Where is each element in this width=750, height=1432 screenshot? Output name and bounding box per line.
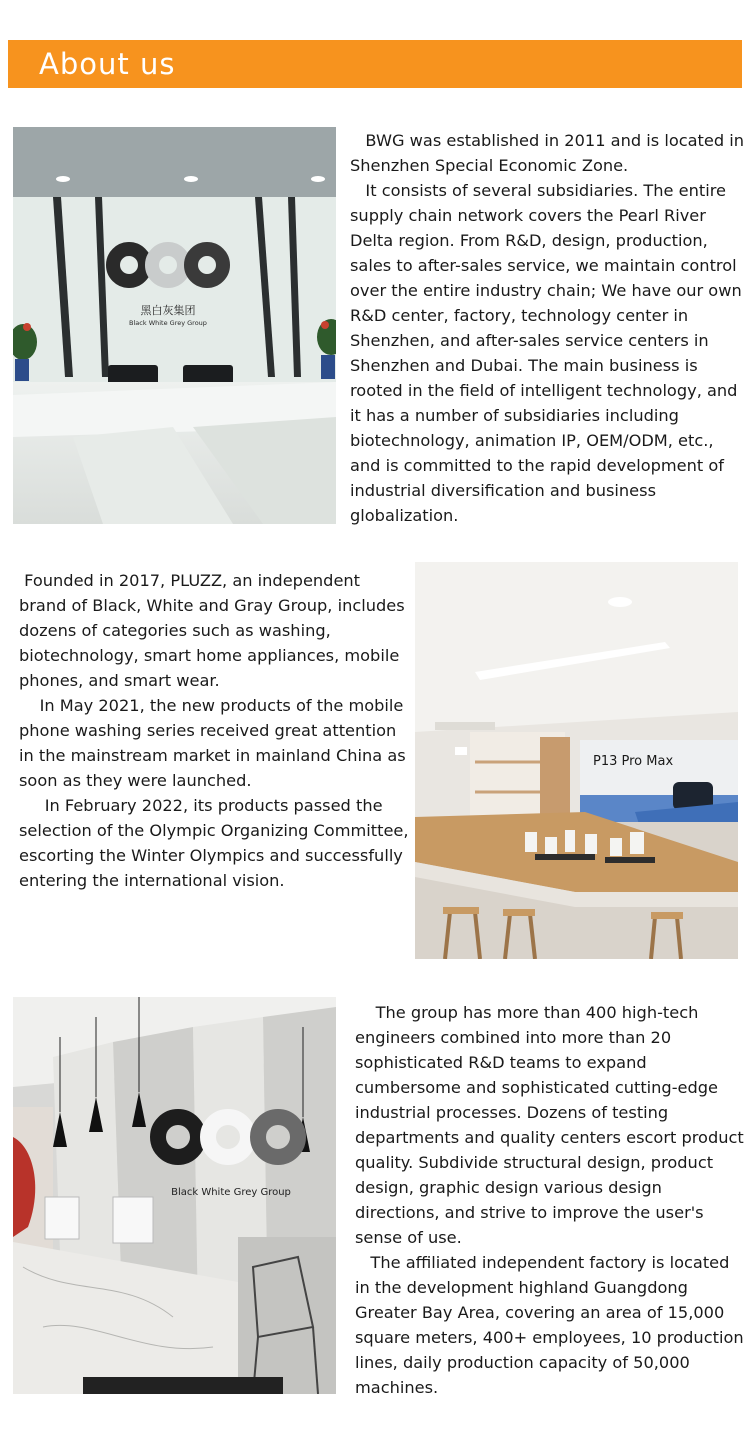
section-3-text: [355, 1000, 747, 1400]
section-2-paragraph-3: In February 2022, its products passed the selection of the Olympic Organizing Committee, escorting the Winter Olympics and successfully entering the international vision.: [19, 796, 409, 890]
page-title: About us: [39, 47, 176, 81]
section-1-paragraph-2: It consists of several subsidiaries. The entire supply chain network covers the Pearl River Delta region. From R&D, design, production, sales to after-sales service, we maintain control over the entire industry chain; We have our own R&D center, factory, technology center in Shenzhen, and after-sales service centers in Shenzhen and Dubai. The main business is rooted in the field of intelligent technology, and it has a number of subsidiaries including biotechnology, animation IP, OEM/ODM, etc., and is committed to the rapid development of industrial diversification and business globalization.: [350, 181, 742, 525]
store-sign-title: P13 Pro Max: [593, 754, 674, 769]
reception-logo-cn: 黑白灰集团: [140, 304, 196, 317]
section-2-paragraph-1: Founded in 2017, PLUZZ, an independent brand of Black, White and Gray Group, includes dozens of categories such as washing, biotechnology, smart home appliances, mobile phones, and smart wear.: [19, 571, 405, 690]
section-2-text: [19, 568, 411, 893]
section-2-paragraph-2: In May 2021, the new products of the mobile phone washing series received great attention in the mainstream market in mainland China as soon as they were launched.: [19, 696, 406, 790]
reception-logo-en: Black White Grey Group: [129, 319, 207, 327]
store-photo: [415, 562, 738, 959]
section-1-text: [350, 128, 745, 528]
section-1-paragraph-1: BWG was established in 2011 and is located in Shenzhen Special Economic Zone.: [350, 131, 745, 175]
lobby-photo: [13, 997, 336, 1394]
lobby-logo-en: Black White Grey Group: [171, 1187, 291, 1198]
section-3-paragraph-1: The group has more than 400 high-tech engineers combined into more than 20 sophisticated R&D teams to expand cumbersome and sophisticated cutting-edge industrial processes. Dozens of testing departments and quality centers escort product quality. Subdivide structural design, product design, graphic design various design directions, and strive to improve the user's sense of use.: [355, 1003, 744, 1247]
reception-photo: [13, 127, 336, 524]
section-3-paragraph-2: The affiliated independent factory is located in the development highland Guangdong Greater Bay Area, covering an area of 15,000 square meters, 400+ employees, 10 production lines, daily production capacity of 50,000 machines.: [355, 1253, 744, 1397]
about-us-banner: [8, 40, 742, 88]
